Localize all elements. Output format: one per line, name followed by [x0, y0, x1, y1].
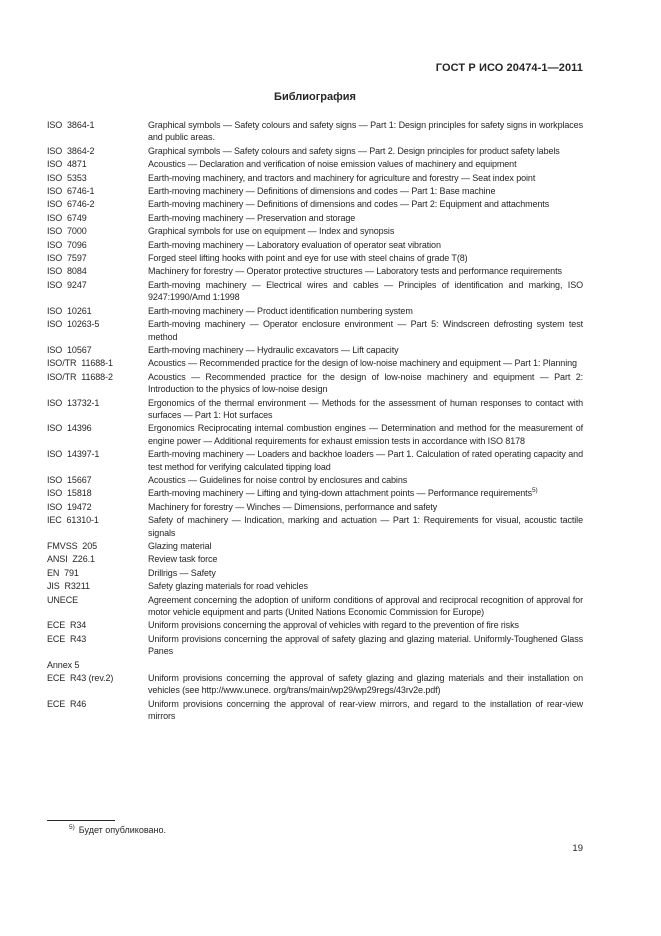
reference-description: Agreement concerning the adoption of uniform conditions of approval and reciprocal recognition of approval for motor vehicle equipment and parts (United Nations Economic Commission for Europe): [148, 594, 583, 618]
reference-description: Earth-moving machinery — Lifting and tying-down attachment points — Performance requirements$^{5)}$: [148, 487, 538, 499]
bibliography-entry: [47, 633, 583, 658]
reference-description: Acoustics — Recommended practice for the design of low-noise machinery and equipment — Part 1: Planning: [148, 358, 577, 369]
reference-description: Drillrigs — Safety: [148, 567, 216, 578]
reference-id: ISO 7597: [47, 253, 87, 264]
bibliography-entry: [47, 265, 583, 277]
bibliography-list: [47, 119, 583, 723]
reference-description: Earth-moving machinery — Operator enclosure environment — Part 5: Windscreen defrosting system test method: [148, 319, 583, 342]
reference-id: ANSI Z26.1: [47, 554, 95, 565]
reference-id: ECE R43 (rev.2): [47, 673, 114, 684]
reference-description: Uniform provisions concerning the approval of vehicles with regard to the prevention of fire risks: [148, 620, 519, 631]
reference-description: Acoustics — Recommended practice for the design of low-noise machinery and equipment — Part 2: Introduction to the physics of low-noise design: [148, 371, 583, 395]
bibliography-entry: [47, 185, 583, 197]
reference-id: Annex 5: [47, 659, 80, 670]
reference-id: ISO 6749: [47, 212, 87, 223]
reference-description: Safety glazing materials for road vehicles: [148, 581, 308, 592]
reference-id: ECE R46: [47, 698, 87, 709]
reference-description: Earth-moving machinery — Loaders and backhoe loaders — Part 1. Calculation of rated operating capacity and test method for verifying calculated tipping load: [148, 449, 583, 472]
reference-description: Ergonomics Reciprocating internal combustion engines — Determination and method for the measurement of engine power — Additional requirements for exhaust emission tests in accordance with ISO 8178: [148, 423, 583, 446]
reference-description: Earth-moving machinery — Definitions of dimensions and codes — Part 1: Base machine: [148, 186, 496, 197]
reference-id: ISO 5353: [47, 172, 87, 183]
reference-description: Earth-moving machinery — Electrical wires and cables — Principles of identification and marking, ISO 9247:1990/Amd 1:1998: [148, 279, 583, 303]
reference-id: ISO 6746-1: [47, 186, 95, 197]
bibliography-entry: [47, 318, 583, 343]
bibliography-entry: [47, 567, 583, 579]
footnote: [47, 820, 583, 836]
reference-id: ISO 10261: [47, 305, 92, 316]
reference-description: Earth-moving machinery — Laboratory evaluation of operator seat vibration: [148, 239, 441, 250]
reference-description: [148, 659, 583, 671]
bibliography-entry: [47, 158, 583, 170]
bibliography-entry: [47, 540, 583, 552]
reference-id: FMVSS 205: [47, 541, 98, 551]
bibliography-entry: [47, 344, 583, 356]
reference-description: Acoustics — Declaration and verification of noise emission values of machinery and equipment: [148, 159, 517, 170]
bibliography-entry: [47, 239, 583, 251]
reference-id: ISO 3864-2: [47, 145, 95, 156]
footnote-rule: [47, 820, 115, 821]
bibliography-entry: [47, 397, 583, 422]
footnote-text: [47, 824, 583, 836]
reference-description: Acoustics — Guidelines for noise control by enclosures and cabins: [148, 474, 408, 485]
reference-id: ISO 9247: [47, 279, 87, 290]
bibliography-entry: [47, 580, 583, 592]
bibliography-entry: [47, 357, 583, 369]
bibliography-entry: [47, 422, 583, 447]
bibliography-entry: [47, 672, 583, 697]
reference-description: Uniform provisions concerning the approval of rear-view mirrors, and regard to the installation of rear-view mirrors: [148, 698, 583, 722]
reference-description: Review task force: [148, 554, 218, 565]
reference-id: EN 791: [47, 567, 79, 578]
reference-description: Graphical symbols for use on equipment — Index and synopsis: [148, 226, 395, 237]
reference-description: Uniform provisions concerning the approval of safety glazing and glazing materials and their installation on vehicles (see http://www.unece. org/trans/main/wp29/wp29regs/43rv2e.pdf): [148, 673, 583, 696]
reference-id: IEC 61310-1: [47, 515, 99, 526]
bibliography-entry: [47, 474, 583, 486]
footnote-marker: 5): [69, 824, 75, 831]
reference-description: Machinery for forestry — Operator protective structures — Laboratory tests and performance requirements: [148, 266, 562, 277]
reference-id: ISO 15667: [47, 474, 92, 485]
reference-description: Uniform provisions concerning the approval of safety glazing and glazing material. Uniformly-Toughened Glass Panes: [148, 633, 583, 657]
footnote-reference-mark: 5): [531, 487, 538, 495]
reference-id: ISO 8084: [47, 266, 87, 277]
reference-description: Ergonomics of the thermal environment — Methods for the assessment of human responses to contact with surfaces — Part 1: Hot surfaces: [148, 397, 583, 420]
reference-id: ISO/TR 11688-1: [47, 358, 113, 369]
bibliography-entry: [47, 594, 583, 619]
reference-id: ISO 6746-2: [47, 199, 95, 210]
bibliography-entry: [47, 659, 583, 671]
reference-id: UNECE: [47, 594, 79, 605]
bibliography-entry: [47, 553, 583, 565]
reference-id: ISO/TR 11688-2: [47, 371, 113, 382]
bibliography-entry: [47, 514, 583, 539]
reference-description: Graphical symbols — Safety colours and safety signs — Part 1: Design principles for safety signs in workplaces and public areas.: [148, 120, 583, 143]
reference-description: Machinery for forestry — Winches — Dimensions, performance and safety: [148, 501, 438, 512]
reference-description: Safety of machinery — Indication, marking and actuation — Part 1: Requirements for visual, acoustic tactile signals: [148, 515, 583, 538]
reference-id: ISO 10263-5: [47, 319, 100, 330]
bibliography-entry: [47, 279, 583, 304]
reference-description: Glazing material: [148, 541, 212, 551]
bibliography-entry: [47, 198, 583, 210]
reference-id: ISO 14396: [47, 423, 92, 434]
reference-id: JIS R3211: [47, 581, 90, 592]
reference-description: Earth-moving machinery, and tractors and machinery for agriculture and forestry — Seat index point: [148, 172, 536, 183]
bibliography-entry: [47, 305, 583, 317]
bibliography-entry: [47, 371, 583, 396]
bibliography-entry: [47, 487, 583, 499]
bibliography-entry: [47, 252, 583, 264]
reference-id: ISO 14397-1: [47, 449, 100, 460]
reference-description: Graphical symbols — Safety colours and safety signs — Part 2. Design principles for product safety labels: [148, 145, 560, 156]
reference-id: ECE R43: [47, 633, 87, 644]
reference-id: ISO 7000: [47, 226, 87, 237]
footnote-body: Будет опубликовано.: [78, 825, 166, 835]
reference-id: ECE R34: [47, 620, 87, 631]
reference-description: Earth-moving machinery — Hydraulic excavators — Lift capacity: [148, 344, 399, 355]
bibliography-entry: [47, 501, 583, 513]
bibliography-entry: [47, 448, 583, 473]
bibliography-entry: [47, 212, 583, 224]
reference-description: Forged steel lifting hooks with point and eye for use with steel chains of grade T(8): [148, 253, 468, 264]
standard-code-header: ГОСТ Р ИСО 20474-1—2011: [435, 62, 583, 74]
bibliography-entry: [47, 119, 583, 144]
bibliography-entry: [47, 172, 583, 184]
bibliography-entry: [47, 698, 583, 723]
reference-id: ISO 19472: [47, 501, 92, 512]
reference-description: Earth-moving machinery — Product identification numbering system: [148, 305, 413, 316]
bibliography-entry: [47, 619, 583, 631]
reference-id: ISO 10567: [47, 344, 92, 355]
page-content: [47, 62, 583, 724]
reference-description: Earth-moving machinery — Preservation and storage: [148, 212, 356, 223]
bibliography-entry: [47, 145, 583, 157]
page-title: Библиография: [274, 91, 356, 103]
reference-id: ISO 15818: [47, 488, 92, 499]
page-number: 19: [572, 843, 583, 854]
reference-id: ISO 4871: [47, 159, 87, 170]
reference-description: Earth-moving machinery — Definitions of dimensions and codes — Part 2: Equipment and attachments: [148, 199, 550, 210]
reference-id: ISO 7096: [47, 239, 87, 250]
reference-id: ISO 13732-1: [47, 397, 100, 408]
bibliography-entry: [47, 225, 583, 237]
reference-id: ISO 3864-1: [47, 120, 95, 130]
